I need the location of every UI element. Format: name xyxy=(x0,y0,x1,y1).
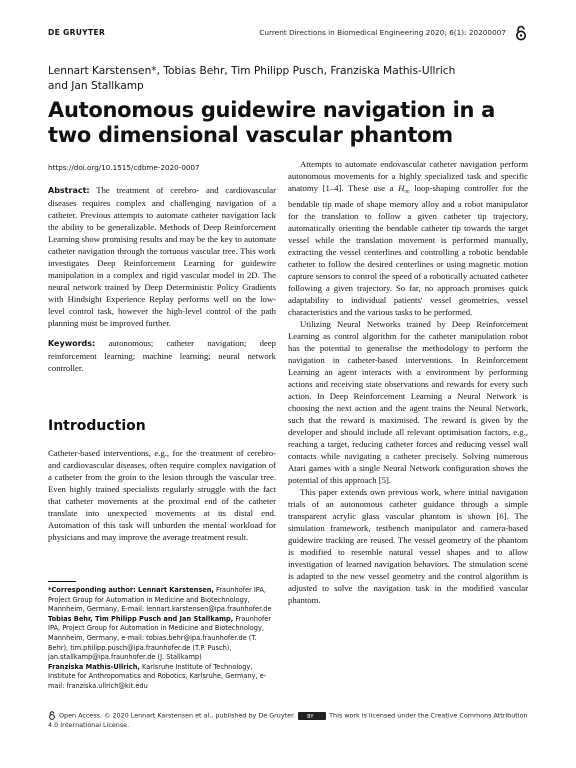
body-paragraph-1-start: Attempts to automate endovascular catheter navigation perform autonomous movements for a highly specialized task and specific anatomy [1–4]. These use a xyxy=(288,159,528,193)
license-line xyxy=(48,711,538,731)
abstract-label: Abstract: xyxy=(48,186,90,195)
license-copyright: Open Access. © 2020 Lennart Karstensen et al., published by De Gruyter. xyxy=(59,711,296,720)
section-heading-introduction: Introduction xyxy=(48,418,146,434)
footnote-kit xyxy=(48,663,276,692)
cc-by-icon[interactable] xyxy=(298,712,326,720)
keywords xyxy=(48,337,276,374)
footnote-coauthors xyxy=(48,615,276,663)
abstract-text: The treatment of cerebro- and cardiovascular diseases requires complex and challenging navigation of a catheter. Previous attempts to automate catheter navigation lack the ability to be generalizable. Methods of Deep Reinforcement Learning show promising results and may be the key to automate catheter navigation through the tortuous vascular tree. This work investigates Deep Reinforcement Learning for guidewire manipulation in a complex and rigid vascular model in 2D. The neural network trained by Deep Deterministic Policy Gradients with Hindsight Experience Replay performs well on the low-level control task, however the high-level control of the path planning must be improved further. xyxy=(48,185,276,328)
introduction-column xyxy=(48,447,276,543)
math-h-infinity xyxy=(398,183,410,196)
footnote-1-label: *Corresponding author: Lennart Karstensen, xyxy=(48,586,214,594)
page-header xyxy=(48,28,528,42)
body-paragraph-1-end: loop-shaping controller for the bendable tip made of shape memory alloy and a robot manipulator for the translation to follow a given catheter tip trajectory, automatically orienting the bendable catheter tip towards the target vessel while the translation movement is performed manually, extracting the vessel centerlines and controlling a robotic bendable catheter to follow the desired centerlines or using magnetic motion capture sensors to control the speed of a robotically actuated catheter following a given trajectory. So far, no approach promises quick adaptability to individual patients' vessel geometries, vessel characteristics and the various tasks to be performed. xyxy=(288,183,528,317)
footnote-rule xyxy=(48,581,76,582)
abstract-column xyxy=(48,184,276,374)
doi-link[interactable]: https://doi.org/10.1515/cdbme-2020-0007 xyxy=(48,163,200,172)
footnote-3-label: Franziska Mathis-Ullrich, xyxy=(48,662,140,671)
author-affiliations xyxy=(48,586,276,692)
footnote-2-label: Tobias Behr, Tim Philipp Pusch and Jan Stallkamp, xyxy=(48,614,234,623)
footnote-corresponding xyxy=(48,586,276,615)
footnote-2-text: Fraunhofer IPA, Project Group for Automation in Medicine and Biotechnology, Mannheim, Germany, e-mail: tobias.behr@ipa.fraunhofer.de (T. Behr), tim.philipp.pusch@ipa.fraunhofer.de (T.P. Pusch), jan.stallkamp@ipa.fraunhofer.de (J. Stallkamp) xyxy=(48,614,272,662)
body-paragraph-1 xyxy=(288,158,528,318)
keywords-text: autonomous; catheter navigation; deep reinforcement learning; machine learning; neural network controller. xyxy=(48,338,277,373)
body-paragraph-2: Utilizing Neural Networks trained by Deep Reinforcement Learning as control algorithm for the catheter manipulation robot has the potential to generalise the methodology to perform the navigation in catheter-based interventions. In Reinforcement Learning an agent interacts with a environment by performing actions and receiving state observations and rewards for every such action. In Deep Reinforcement Learning a Neural Network is choosing the next action and the agent trains the Neural Network, such that the reward is maximised. The reward is given by the developer and should include all relevant optimisation factors, e.g., reaching a target, reducing catheter forces and reducing vessel wall contacts while navigating a catheter precisely. Solving numerous Atari games with a single Neural Network configuration shows the potential of this approach [5]. xyxy=(288,318,528,485)
footnote-3-text: Karlsruhe Institute of Technology, Institute for Anthropomatics and Robotics, Karlsruhe, Germany, e-mail: franziska.ullrich@kit.edu xyxy=(48,662,267,690)
paper-title: Autonomous guidewire navigation in a two dimensional vascular phantom xyxy=(48,98,496,147)
abstract xyxy=(48,184,276,329)
journal-citation: Current Directions in Biomedical Engineering 2020; 6(1): 20200007 xyxy=(259,28,506,37)
open-access-small-icon xyxy=(48,711,56,720)
body-paragraph-3: This paper extends own previous work, where initial navigation trials of an autonomous catheter guidance through a simple transparent acrylic glass vascular phantom is shown [6]. The simulation framework, testbench manipulator and camera-based guidewire tracking are reused. The vessel geometry of the phantom is modified to resemble natural vessel shapes and to allow investigation of learned navigation behaviors. The simulation scene is adapted to the new vessel geometry and the control algorithm is adjusted to solve the navigation task in the modified vascular phantom. xyxy=(288,486,528,605)
intro-paragraph-1: Catheter-based interventions, e.g., for the treatment of cerebro- and cardiovascular diseases, often require complex navigation of a catheter from the groin to the lesion through the vascular tree. Even highly trained specialists regularly struggle with the fact that catheter movements at the proximal end of the catheter translate into unexpected movements at its distal end. Automation of this task will unburden the mental workload for physicians and may improve the average treatment result. xyxy=(48,448,276,542)
math-base: H xyxy=(398,183,405,193)
license-statement: This work is licensed under the Creative Commons Attribution 4.0 International License. xyxy=(48,711,528,730)
footnote-1-text: Fraunhofer IPA, Project Group for Automation in Medicine and Biotechnology, Mannheim, Germany, E-mail: lennart.karstensen@ipa.fraunhofer.de xyxy=(48,586,272,614)
open-access-icon xyxy=(514,25,528,41)
right-column xyxy=(288,158,528,606)
author-list: Lennart Karstensen*, Tobias Behr, Tim Philipp Pusch, Franziska Mathis-Ullrich and Jan Stallkamp xyxy=(48,65,456,92)
math-subscript: ∞ xyxy=(404,187,410,196)
publisher-name: DE GRUYTER xyxy=(48,28,106,37)
keywords-label: Keywords: xyxy=(48,339,96,348)
